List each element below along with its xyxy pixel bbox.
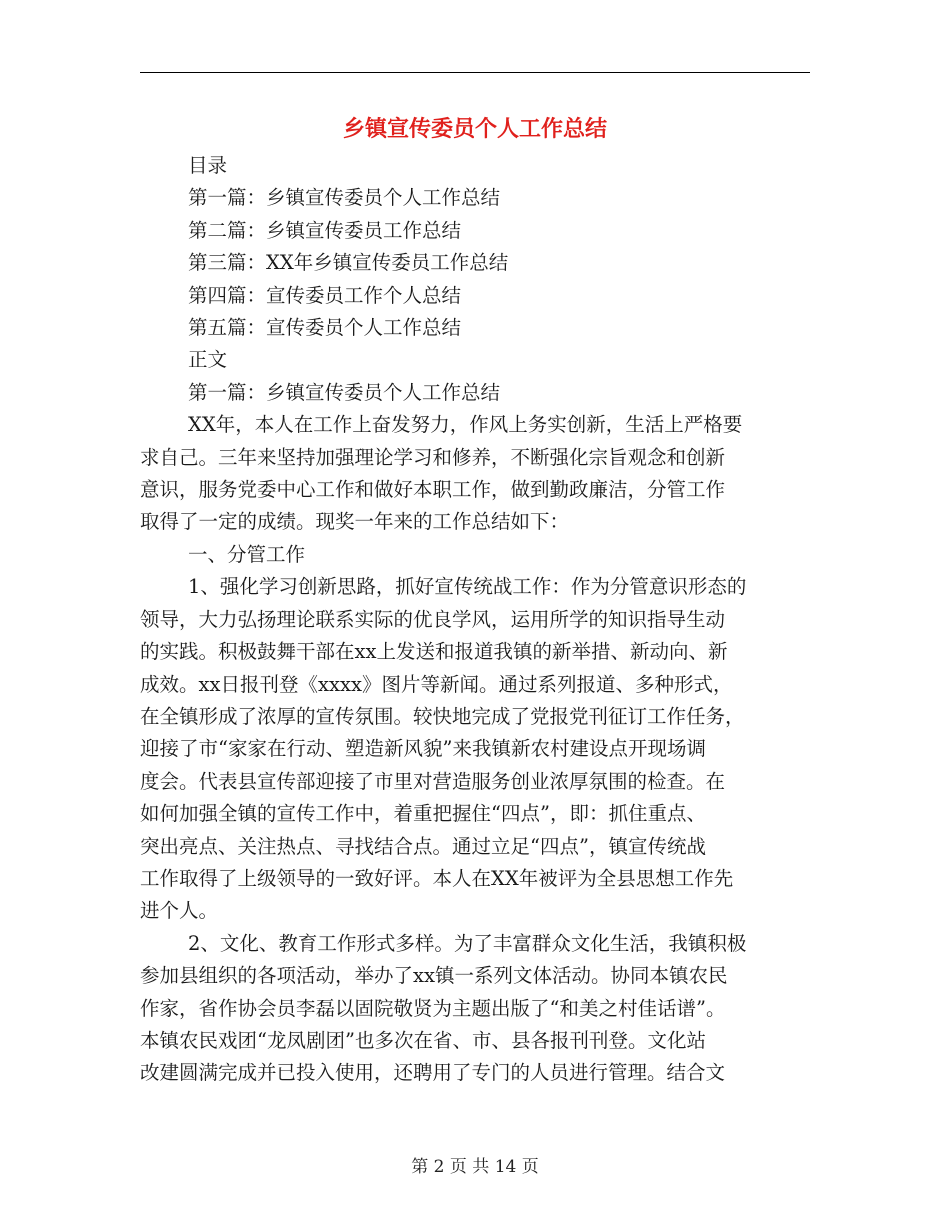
chapter-title: 第一篇：乡镇宣传委员个人工作总结 [188,380,501,404]
paragraph-line: 迎接了市“家家在行动、塑造新风貌”来我镇新农村建设点开现场调 [140,737,706,761]
paragraph-propaganda [140,571,810,927]
paragraph-culture [140,928,810,1090]
document-title: 乡镇宣传委员个人工作总结 [342,117,607,142]
paragraph-line: XX年，本人在工作上奋发努力，作风上务实创新，生活上严格要 [188,413,743,437]
toc-item: 第二篇：乡镇宣传委员工作总结 [188,218,462,242]
toc-item: 第一篇：乡镇宣传委员个人工作总结 [188,186,501,210]
paragraph-line: 成效。xx日报刊登《xxxx》图片等新闻。通过系列报道、多种形式， [140,672,733,696]
toc-item: 第三篇：XX年乡镇宣传委员工作总结 [188,251,509,275]
document-body [140,150,810,1090]
paragraph-line: 的实践。积极鼓舞干部在xx上发送和报道我镇的新举措、新动向、新 [140,640,728,664]
paragraph-line: 1、强化学习创新思路，抓好宣传统战工作：作为分管意识形态的 [188,575,747,599]
toc-item: 第五篇：宣传委员个人工作总结 [188,316,462,340]
paragraph-line: 工作取得了上级领导的一致好评。本人在XX年被评为全县思想工作先 [140,866,734,890]
paragraph-line: 领导，大力弘扬理论联系实际的优良学风，运用所学的知识指导生动 [140,607,726,631]
paragraph-line: 度会。代表县宣传部迎接了市里对营造服务创业浓厚氛围的检查。在 [140,769,726,793]
paragraph-line: 参加县组织的各项活动，举办了xx镇一系列文体活动。协同本镇农民 [140,964,728,988]
paragraph-line: 意识，服务党委中心工作和做好本职工作，做到勤政廉洁，分管工作 [140,478,726,502]
page-number: 第 2 页 共 14 页 [411,1157,539,1177]
paragraph-line: 取得了一定的成绩。现奖一年来的工作总结如下： [140,510,570,534]
toc-item: 第四篇：宣传委员工作个人总结 [188,283,462,307]
paragraph-line: 作家，省作协会员李磊以固院敬贤为主题出版了“和美之村佳话谱”。 [140,996,726,1020]
paragraph-line: 如何加强全镇的宣传工作中，着重把握住“四点”，即：抓住重点、 [140,802,706,826]
paragraph-line: 在全镇形成了浓厚的宣传氛围。较快地完成了党报党刊征订工作任务， [140,704,745,728]
paragraph-line: 求自己。三年来坚持加强理论学习和修养，不断强化宗旨观念和创新 [140,445,726,469]
paragraph-line: 改建圆满完成并已投入使用，还聘用了专门的人员进行管理。结合文 [140,1061,726,1085]
paragraph-line: 突出亮点、关注热点、寻找结合点。通过立足“四点”，镇宣传统战 [140,834,706,858]
toc-heading: 目录 [188,154,228,177]
body-heading: 正文 [188,348,228,372]
header-rule [140,72,810,73]
paragraph-line: 本镇农民戏团“龙凤剧团”也多次在省、市、县各报刊刊登。文化站 [140,1028,706,1052]
paragraph-line: 2、文化、教育工作形式多样。为了丰富群众文化生活，我镇积极 [188,931,747,955]
paragraph-line: 进个人。 [140,899,219,923]
paragraph-intro [140,409,810,539]
section-heading: 一、分管工作 [188,542,306,566]
